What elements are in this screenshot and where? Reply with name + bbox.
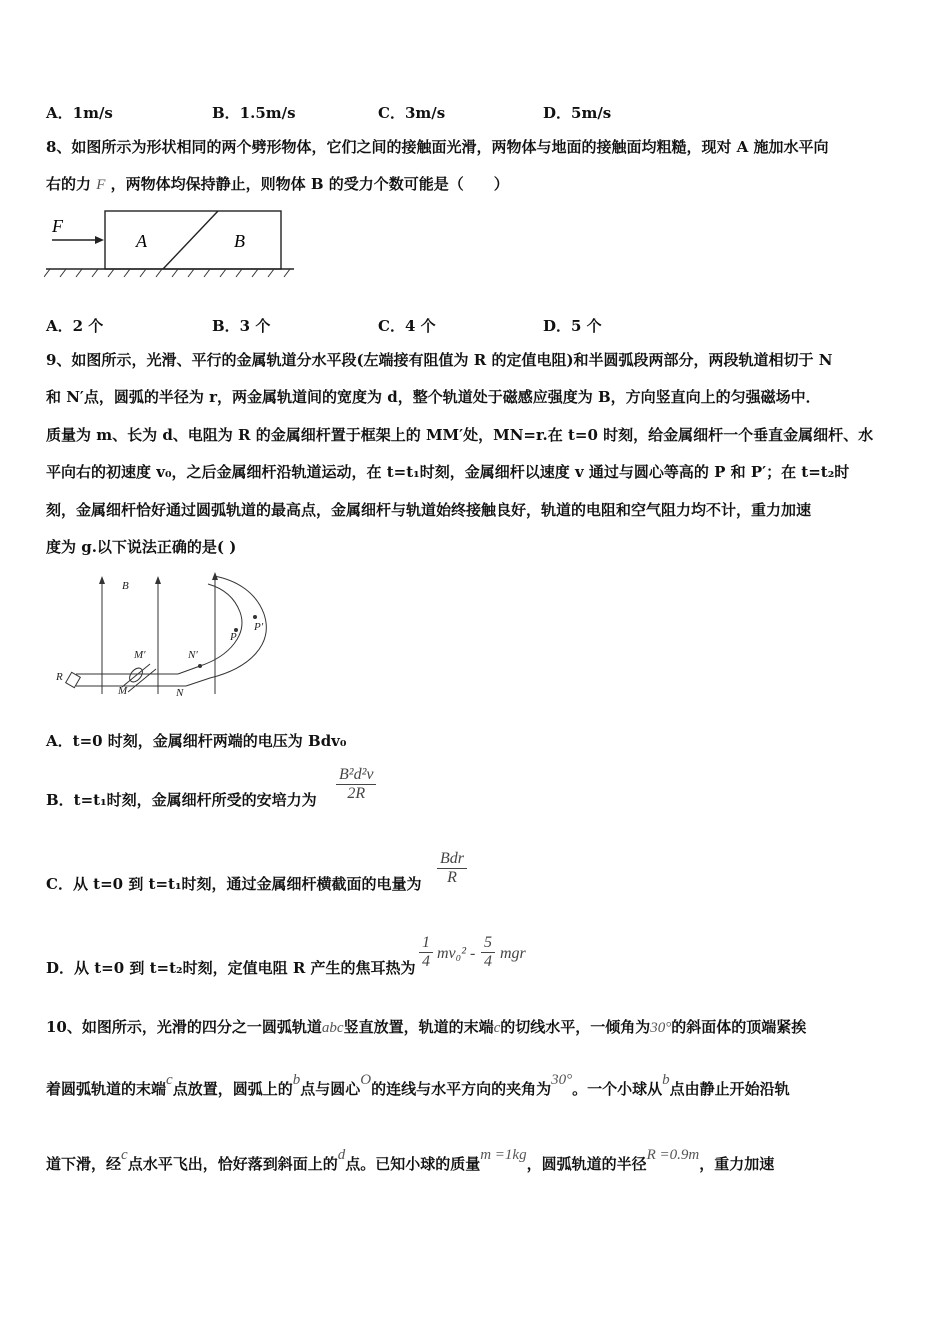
q10-stem-line3: 道下滑，经c点水平飞出，恰好落到斜面上的d点。已知小球的质量m =1kg，圆弧轨道的半径R =0.9m，重力加速 <box>46 1147 775 1173</box>
q9-rail-figure <box>50 572 280 702</box>
q9-stem-line1: 9、如图所示，光滑、平行的金属轨道分水平段(左端接有阻值为 R 的定值电阻)和半圆弧段两部分，两段轨道相切于 N <box>46 351 833 369</box>
q9-option-d-fraction2: $\frac{5}{4}$ <box>481 934 495 971</box>
q8-option-c: C．4 个 <box>378 317 436 335</box>
q9-fig-label-r: R <box>56 671 63 683</box>
q9-option-b-fraction: $\frac{\text{B²d²v}}{2R}$ <box>336 766 376 803</box>
q9-option-c-fraction: Bdr R <box>437 850 467 887</box>
q9-stem-line5: 刻，金属细杆恰好通过圆弧轨道的最高点，金属细杆与轨道始终接触良好，轨道的电阻和空气阻力均不计，重力加速 <box>46 501 812 519</box>
q10-stem-line2: 着圆弧轨道的末端c点放置，圆弧上的b点与圆心O的连线与水平方向的夹角为30°。一个小球从b点由静止开始沿轨 <box>46 1072 790 1098</box>
q9-option-d-mid: mv₀² - <box>437 945 476 962</box>
q8-wedge-figure <box>44 208 296 278</box>
q9-stem-line6: 度为 g.以下说法正确的是( ) <box>46 538 237 556</box>
q9-option-d: D．从 t=0 到 t=t₂时刻，定值电阻 R 产生的焦耳热为 <box>46 959 416 977</box>
q7-option-a: A．1m/s <box>46 104 113 122</box>
q9-stem-line3: 质量为 m、长为 d、电阻为 R 的金属细杆置于框架上的 MM′处，MN=r.在 t=0 时刻，给金属细杆一个垂直金属细杆、水 <box>46 426 874 444</box>
q7-option-b: B．1.5m/s <box>212 104 296 122</box>
q9-option-b: B．t=t₁时刻，金属细杆所受的安培力为 <box>46 791 317 809</box>
q8-fig-label-f: F <box>52 216 63 236</box>
q8-option-d: D．5 个 <box>543 317 602 335</box>
q9-fig-label-m: M <box>118 685 128 697</box>
q9-option-c: C．从 t=0 到 t=t₁时刻，通过金属细杆横截面的电量为 <box>46 875 422 893</box>
q8-stem-line2: 右的力 F ，两物体均保持静止，则物体 B 的受力个数可能是（ ） <box>46 175 509 193</box>
q9-fig-label-m-prime: M′ <box>134 649 146 661</box>
q9-fig-label-b: B <box>122 580 129 592</box>
q9-fig-label-p-prime: P′ <box>254 621 264 633</box>
q7-option-c: C．3m/s <box>378 104 446 122</box>
q8-fig-label-b: B <box>234 231 245 251</box>
q9-option-a: A．t=0 时刻，金属细杆两端的电压为 Bdv₀ <box>46 732 347 750</box>
q7-option-d: D．5m/s <box>543 104 612 122</box>
q9-stem-line2: 和 N′点，圆弧的半径为 r，两金属轨道间的宽度为 d，整个轨道处于磁感应强度为 B，方向竖直向上的匀强磁场中． <box>46 388 821 406</box>
q8-stem-line1: 8、如图所示为形状相同的两个劈形物体，它们之间的接触面光滑，两物体与地面的接触面均粗糙，现对 A 施加水平向 <box>46 138 829 156</box>
q9-option-d-end: mgr <box>500 945 526 962</box>
q8-option-a: A．2 个 <box>46 317 104 335</box>
q10-stem-line1: 10、如图所示，光滑的四分之一圆弧轨道abc竖直放置，轨道的末端c的切线水平，一倾角为30°的斜面体的顶端紧挨 <box>46 1018 807 1036</box>
q9-stem-line4: 平向右的初速度 v₀，之后金属细杆沿轨道运动，在 t=t₁时刻，金属细杆以速度 v 通过与圆心等高的 P 和 P′；在 t=t₂时 <box>46 463 850 481</box>
q8-fig-label-a: A <box>136 231 147 251</box>
q9-fig-label-n-prime: N′ <box>188 649 198 661</box>
q8-option-b: B．3 个 <box>212 317 271 335</box>
q9-fig-label-n: N <box>176 687 184 699</box>
q9-option-d-fraction1: $\frac{1}{4}$ <box>419 934 433 971</box>
q9-fig-label-p: P <box>230 631 237 643</box>
